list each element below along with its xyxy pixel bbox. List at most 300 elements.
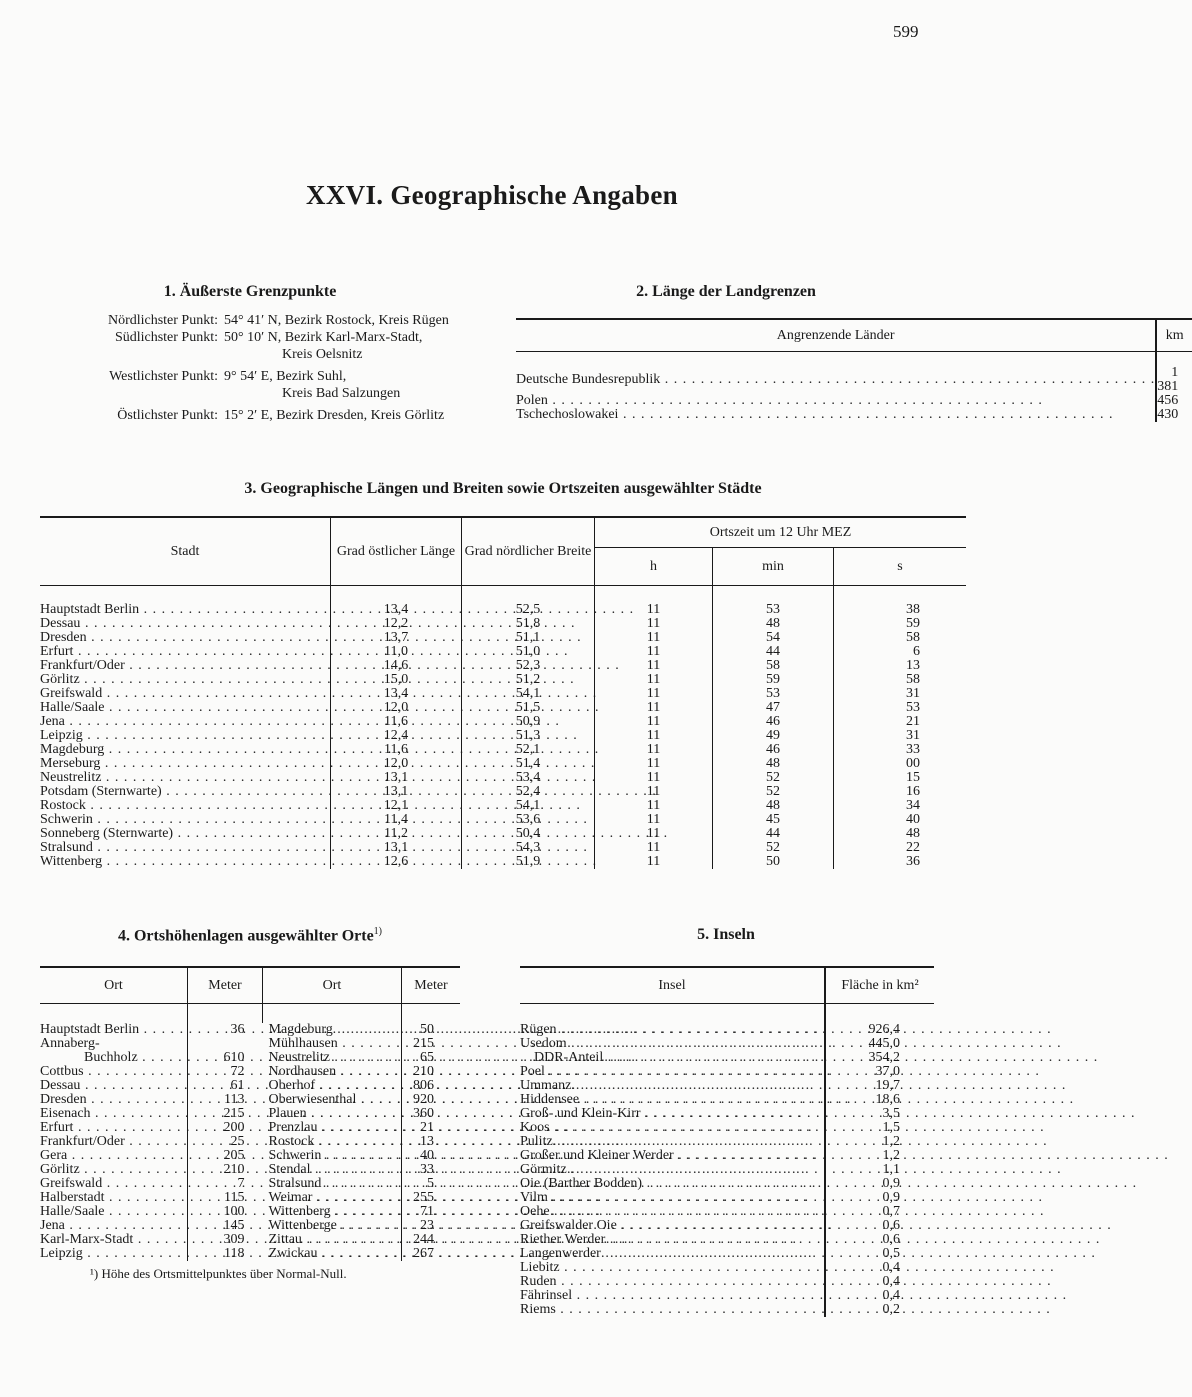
insel-name-cell xyxy=(520,1023,825,1037)
ort-name: Dresden xyxy=(40,1092,87,1107)
land-name: Polen xyxy=(516,392,548,408)
laenge-value: 13,1 xyxy=(331,785,462,799)
ort-name-cell xyxy=(40,1023,188,1037)
insel-name: Oie (Barther Bodden) xyxy=(520,1176,643,1191)
sec-value: 31 xyxy=(834,729,967,743)
grenzpunkt-value-cont: Kreis Bad Salzungen xyxy=(282,386,401,401)
min-value: 48 xyxy=(713,617,834,631)
meter-value: 113 xyxy=(188,1093,263,1107)
ort-name: Dessau xyxy=(40,1078,81,1093)
stadt-name-cell xyxy=(40,631,331,645)
table-row xyxy=(40,813,966,827)
stadt-name: Magdeburg xyxy=(40,742,105,757)
table-row xyxy=(40,631,966,645)
stadt-name-cell xyxy=(40,645,331,659)
ort-name-cell xyxy=(40,1219,188,1233)
grenzpunkte-list xyxy=(40,313,470,425)
insel-name-cell xyxy=(520,1051,825,1065)
col-header-s: s xyxy=(834,547,967,585)
laenge-value: 13,1 xyxy=(331,771,462,785)
ort-name: Weimar xyxy=(268,1190,313,1205)
min-value: 52 xyxy=(713,841,834,855)
stadt-name-cell xyxy=(40,855,331,869)
flaeche-value: 354,2 xyxy=(825,1051,934,1065)
insel-name: Greifswalder Oie xyxy=(520,1218,617,1233)
breite-value: 51,0 xyxy=(462,645,595,659)
min-value: 46 xyxy=(713,715,834,729)
insel-name-cell xyxy=(520,1275,825,1289)
table-row xyxy=(520,1261,934,1275)
sec-value: 58 xyxy=(834,631,967,645)
table-row xyxy=(520,1247,934,1261)
meter-value: 215 xyxy=(188,1107,263,1121)
insel-name: Koos xyxy=(520,1120,550,1135)
land-km: 430 xyxy=(1156,408,1192,422)
table-row xyxy=(40,673,966,687)
min-value: 46 xyxy=(713,743,834,757)
table-row xyxy=(40,1065,460,1079)
grenzpunkt-label: Westlichster Punkt: xyxy=(109,369,218,384)
page-number: 599 xyxy=(893,22,919,41)
ort-name: Oberhof xyxy=(268,1078,316,1093)
stadt-name: Frankfurt/Oder xyxy=(40,658,125,673)
col-header-laenge: Grad östlicher Länge xyxy=(331,517,462,585)
min-value: 50 xyxy=(713,855,834,869)
h-value: 11 xyxy=(595,757,713,771)
section4-title-text: 4. Ortshöhenlagen ausgewählter Orte xyxy=(117,927,374,945)
ort-name-cell xyxy=(40,1205,188,1219)
ort-name-cell xyxy=(263,1051,402,1065)
stadt-name-cell xyxy=(40,841,331,855)
min-value: 44 xyxy=(713,827,834,841)
table-row xyxy=(40,827,966,841)
h-value: 11 xyxy=(595,687,713,701)
stadt-name-cell xyxy=(40,701,331,715)
laenge-value: 13,1 xyxy=(331,841,462,855)
table-row xyxy=(520,1289,934,1303)
ort-name: Leipzig xyxy=(40,1246,83,1261)
flaeche-value: 1,2 xyxy=(825,1135,934,1149)
table-row xyxy=(40,1163,460,1177)
h-value: 11 xyxy=(595,715,713,729)
laenge-value: 12,0 xyxy=(331,701,462,715)
meter-value: 920 xyxy=(402,1093,461,1107)
min-value: 48 xyxy=(713,757,834,771)
stadt-name-cell xyxy=(40,659,331,673)
land-name: Deutsche Bundesrepublik xyxy=(516,371,661,387)
flaeche-value: 0,4 xyxy=(825,1275,934,1289)
laenge-value: 12,2 xyxy=(331,617,462,631)
stadt-name: Halle/Saale xyxy=(40,700,105,715)
insel-name: DDR-Anteil xyxy=(534,1050,604,1065)
insel-name: Ruden xyxy=(520,1274,557,1289)
land-km: 456 xyxy=(1156,394,1192,408)
flaeche-value: 1,1 xyxy=(825,1163,934,1177)
flaeche-value: 0,6 xyxy=(825,1219,934,1233)
grenzpunkt-label: Südlichster Punkt: xyxy=(114,330,218,345)
breite-value: 51,8 xyxy=(462,617,595,631)
sec-value: 38 xyxy=(834,603,967,617)
table-row xyxy=(520,1303,934,1317)
table-row xyxy=(520,1233,934,1247)
ort-name-cell xyxy=(263,1079,402,1093)
insel-name: Hiddensee xyxy=(520,1092,580,1107)
table-row xyxy=(40,659,966,673)
ort-name-cell xyxy=(40,1107,188,1121)
table-row xyxy=(520,1093,934,1107)
breite-value: 51,4 xyxy=(462,757,595,771)
ort-name-cell xyxy=(40,1051,188,1065)
meter-value: 36 xyxy=(188,1023,263,1037)
flaeche-value: 0,7 xyxy=(825,1205,934,1219)
ort-name-cell xyxy=(263,1205,402,1219)
meter-value: 50 xyxy=(402,1023,461,1037)
col-header-ortszeit: Ortszeit um 12 Uhr MEZ xyxy=(595,517,967,547)
h-value: 11 xyxy=(595,841,713,855)
meter-value: 72 xyxy=(188,1065,263,1079)
flaeche-value: 0,4 xyxy=(825,1289,934,1303)
table-row xyxy=(40,757,966,771)
insel-name-cell xyxy=(520,1149,825,1163)
col-header-laender: Angrenzende Länder xyxy=(776,327,895,343)
insel-name-cell xyxy=(520,1177,825,1191)
meter-value: 200 xyxy=(188,1121,263,1135)
sec-value: 31 xyxy=(834,687,967,701)
flaeche-value: 1,5 xyxy=(825,1121,934,1135)
col-header-stadt: Stadt xyxy=(170,543,200,559)
table-row xyxy=(520,1107,934,1121)
stadt-name: Potsdam (Sternwarte) xyxy=(40,784,162,799)
ort-name: Halle/Saale xyxy=(40,1204,105,1219)
stadt-name-cell xyxy=(40,771,331,785)
meter-value: 25 xyxy=(188,1135,263,1149)
land-km: 1 381 xyxy=(1156,366,1192,394)
sec-value: 15 xyxy=(834,771,967,785)
meter-value: 360 xyxy=(402,1107,461,1121)
ort-name: Nordhausen xyxy=(268,1064,337,1079)
ort-name: Cottbus xyxy=(40,1064,84,1079)
chapter-title: XXVI. Geographische Angaben xyxy=(306,180,678,210)
ort-name: Greifswald xyxy=(40,1176,103,1191)
h-value: 11 xyxy=(595,645,713,659)
table-row xyxy=(40,1023,460,1037)
h-value: 11 xyxy=(595,771,713,785)
meter-value: 23 xyxy=(402,1219,461,1233)
h-value: 11 xyxy=(595,827,713,841)
meter-value: 244 xyxy=(402,1233,461,1247)
h-value: 11 xyxy=(595,701,713,715)
table-row xyxy=(40,1107,460,1121)
sec-value: 48 xyxy=(834,827,967,841)
ort-name-cell xyxy=(40,1149,188,1163)
col-header-meter2: Meter xyxy=(402,967,461,1003)
meter-value: 210 xyxy=(402,1065,461,1079)
table-row xyxy=(40,1135,460,1149)
stadt-name: Neustrelitz xyxy=(40,770,102,785)
table-row xyxy=(40,645,966,659)
table-row xyxy=(40,1177,460,1191)
stadt-name: Jena xyxy=(40,714,65,729)
ort-name: Görlitz xyxy=(40,1162,80,1177)
ort-name-cell xyxy=(263,1065,402,1079)
ort-name-cell xyxy=(263,1093,402,1107)
meter-value xyxy=(188,1037,263,1051)
table-row xyxy=(40,687,966,701)
ort-name-cell xyxy=(40,1065,188,1079)
ort-name-cell xyxy=(263,1247,402,1261)
stadt-name-cell xyxy=(40,743,331,757)
ort-name-cell xyxy=(263,1163,402,1177)
ort-name: Plauen xyxy=(268,1106,307,1121)
stadt-name-cell xyxy=(40,799,331,813)
table-row xyxy=(40,1233,460,1247)
flaeche-value: 445,0 xyxy=(825,1037,934,1051)
ort-name: Frankfurt/Oder xyxy=(40,1134,125,1149)
stadt-name: Merseburg xyxy=(40,756,101,771)
table-row xyxy=(40,1093,460,1107)
laenge-value: 11,6 xyxy=(331,715,462,729)
grenzpunkt-value: 15° 2′ E, Bezirk Dresden, Kreis Görlitz xyxy=(224,408,445,423)
flaeche-value: 37,0 xyxy=(825,1065,934,1079)
col-header-insel: Insel xyxy=(658,977,686,993)
grenzpunkt-row-cont xyxy=(40,386,470,403)
insel-name: Fährinsel xyxy=(520,1288,573,1303)
sec-value: 22 xyxy=(834,841,967,855)
col-header-h: h xyxy=(595,547,713,585)
meter-value: 309 xyxy=(188,1233,263,1247)
ort-name: Erfurt xyxy=(40,1120,74,1135)
ort-name: Halberstadt xyxy=(40,1190,105,1205)
table-row xyxy=(40,729,966,743)
insel-name-cell xyxy=(520,1191,825,1205)
min-value: 52 xyxy=(713,785,834,799)
ort-name-cell xyxy=(263,1023,402,1037)
breite-value: 51,2 xyxy=(462,673,595,687)
min-value: 49 xyxy=(713,729,834,743)
table-row xyxy=(40,799,966,813)
grenzpunkt-row xyxy=(40,369,470,386)
meter-value: 21 xyxy=(402,1121,461,1135)
insel-name: Pulitz xyxy=(520,1134,553,1149)
section4-title xyxy=(40,926,460,945)
table-row xyxy=(520,1275,934,1289)
laenge-value: 11,2 xyxy=(331,827,462,841)
meter-value: 5 xyxy=(402,1177,461,1191)
h-value: 11 xyxy=(595,729,713,743)
grenzpunkt-row-cont xyxy=(40,347,470,364)
ort-name: Jena xyxy=(40,1218,65,1233)
table-row xyxy=(520,1121,934,1135)
ort-name-cell xyxy=(40,1121,188,1135)
stadt-name: Sonneberg (Sternwarte) xyxy=(40,826,174,841)
meter-value: 210 xyxy=(188,1163,263,1177)
sec-value: 59 xyxy=(834,617,967,631)
laenge-value: 13,4 xyxy=(331,603,462,617)
sec-value: 16 xyxy=(834,785,967,799)
grenzpunkt-row xyxy=(40,313,470,330)
meter-value: 100 xyxy=(188,1205,263,1219)
land-name: Tschechoslowakei xyxy=(516,406,619,422)
h-value: 11 xyxy=(595,659,713,673)
ort-name-cell xyxy=(40,1233,188,1247)
col-header-min: min xyxy=(713,547,834,585)
laenge-value: 12,4 xyxy=(331,729,462,743)
table-row xyxy=(40,715,966,729)
grenzpunkt-label: Nördlichster Punkt: xyxy=(107,313,218,328)
stadt-name-cell xyxy=(40,813,331,827)
insel-name-cell xyxy=(520,1079,825,1093)
col-header-ort: Ort xyxy=(104,977,123,993)
landgrenzen-table xyxy=(516,318,1192,422)
table-row xyxy=(40,743,966,757)
insel-name: Groß- und Klein-Kirr xyxy=(520,1106,641,1121)
min-value: 54 xyxy=(713,631,834,645)
ort-name-cell xyxy=(263,1149,402,1163)
flaeche-value: 0,4 xyxy=(825,1261,934,1275)
breite-value: 51,9 xyxy=(462,855,595,869)
grenzpunkt-label: Östlichster Punkt: xyxy=(117,408,218,423)
min-value: 47 xyxy=(713,701,834,715)
insel-name-cell xyxy=(520,1289,825,1303)
table-row xyxy=(516,408,1192,422)
stadt-name-cell xyxy=(40,673,331,687)
ort-name-cell xyxy=(40,1135,188,1149)
h-value: 11 xyxy=(595,673,713,687)
ort-name-cell xyxy=(40,1093,188,1107)
insel-name: Ummanz xyxy=(520,1078,572,1093)
stadt-name-cell xyxy=(40,603,331,617)
ort-name: Zittau xyxy=(268,1232,302,1247)
insel-name-cell xyxy=(520,1205,825,1219)
breite-value: 51,1 xyxy=(462,631,595,645)
breite-value: 52,3 xyxy=(462,659,595,673)
meter-value: 61 xyxy=(188,1079,263,1093)
breite-value: 52,4 xyxy=(462,785,595,799)
meter-value: 33 xyxy=(402,1163,461,1177)
stadt-name: Dresden xyxy=(40,630,87,645)
section4-footnote: ¹) Höhe des Ortsmittelpunktes über Normal-Null. xyxy=(90,1266,347,1281)
table-row xyxy=(520,1135,934,1149)
laenge-value: 12,6 xyxy=(331,855,462,869)
table-row xyxy=(520,1079,934,1093)
ort-name: Oberwiesenthal xyxy=(268,1092,357,1107)
laenge-value: 11,6 xyxy=(331,743,462,757)
table-row xyxy=(40,1037,460,1051)
insel-name: Oehe xyxy=(520,1204,550,1219)
laenge-value: 13,7 xyxy=(331,631,462,645)
meter-value: 71 xyxy=(402,1205,461,1219)
grenzpunkt-row xyxy=(40,330,470,347)
table-row xyxy=(516,366,1192,394)
flaeche-value: 926,4 xyxy=(825,1023,934,1037)
laenge-value: 13,4 xyxy=(331,687,462,701)
grenzpunkt-row xyxy=(40,408,470,425)
insel-name-cell xyxy=(520,1163,825,1177)
ort-name: Neustrelitz xyxy=(268,1050,330,1065)
sec-value: 21 xyxy=(834,715,967,729)
ort-name-cell xyxy=(263,1135,402,1149)
section1-title: 1. Äußerste Grenzpunkte xyxy=(163,283,337,300)
stadt-name: Hauptstadt Berlin xyxy=(40,602,140,617)
section5-title: 5. Inseln xyxy=(697,926,755,943)
insel-name-cell xyxy=(520,1303,825,1317)
table-row xyxy=(520,1177,934,1191)
table-row xyxy=(520,1205,934,1219)
laenge-value: 12,0 xyxy=(331,757,462,771)
stadt-name: Greifswald xyxy=(40,686,103,701)
table-row xyxy=(520,1149,934,1163)
stadt-name: Leipzig xyxy=(40,728,83,743)
stadt-name-cell xyxy=(40,715,331,729)
ort-name: Wittenberge xyxy=(268,1218,337,1233)
sec-value: 13 xyxy=(834,659,967,673)
breite-value: 54,1 xyxy=(462,687,595,701)
table-row xyxy=(520,1191,934,1205)
h-value: 11 xyxy=(595,855,713,869)
table-row xyxy=(40,855,966,869)
laenge-value: 15,0 xyxy=(331,673,462,687)
stadt-name-cell xyxy=(40,729,331,743)
ort-name-cell xyxy=(263,1121,402,1135)
meter-value: 205 xyxy=(188,1149,263,1163)
col-header-meter: Meter xyxy=(188,967,263,1003)
insel-name-cell xyxy=(520,1093,825,1107)
stadt-name: Wittenberg xyxy=(40,854,103,869)
ort-name: Wittenberg xyxy=(268,1204,331,1219)
grenzpunkt-value: 9° 54′ E, Bezirk Suhl, xyxy=(224,369,347,384)
h-value: 11 xyxy=(595,743,713,757)
stadt-name: Rostock xyxy=(40,798,86,813)
meter-value: 215 xyxy=(402,1037,461,1051)
min-value: 53 xyxy=(713,603,834,617)
staedte-table xyxy=(40,516,966,869)
table-row xyxy=(520,1051,934,1065)
h-value: 11 xyxy=(595,799,713,813)
insel-name: Poel xyxy=(520,1064,545,1079)
col-header-flaeche: Fläche in km² xyxy=(825,967,934,1003)
insel-name-cell xyxy=(520,1233,825,1247)
insel-name: Liebitz xyxy=(520,1260,560,1275)
meter-value: 7 xyxy=(188,1177,263,1191)
stadt-name: Dessau xyxy=(40,616,81,631)
stadt-name: Stralsund xyxy=(40,840,93,855)
ort-name-cell xyxy=(263,1233,402,1247)
h-value: 11 xyxy=(595,603,713,617)
ortshoehen-table xyxy=(40,966,460,1261)
flaeche-value: 1,2 xyxy=(825,1149,934,1163)
ort-name-cell xyxy=(263,1177,402,1191)
flaeche-value: 19,7 xyxy=(825,1079,934,1093)
ort-name: Stralsund xyxy=(268,1176,322,1191)
sec-value: 6 xyxy=(834,645,967,659)
flaeche-value: 3,5 xyxy=(825,1107,934,1121)
breite-value: 53,4 xyxy=(462,771,595,785)
col-header-km: km xyxy=(1156,319,1192,351)
min-value: 53 xyxy=(713,687,834,701)
grenzpunkt-value-cont: Kreis Oelsnitz xyxy=(282,347,363,362)
flaeche-value: 0,6 xyxy=(825,1233,934,1247)
ort-name-cell xyxy=(263,1037,402,1051)
ort-name: Mühlhausen xyxy=(268,1036,338,1051)
insel-name: Großer und Kleiner Werder xyxy=(520,1148,674,1163)
insel-name-cell xyxy=(520,1107,825,1121)
table-row xyxy=(520,1065,934,1079)
table-row xyxy=(40,785,966,799)
stadt-name-cell xyxy=(40,757,331,771)
insel-name-cell xyxy=(520,1135,825,1149)
breite-value: 51,3 xyxy=(462,729,595,743)
meter-value: 118 xyxy=(188,1247,263,1261)
